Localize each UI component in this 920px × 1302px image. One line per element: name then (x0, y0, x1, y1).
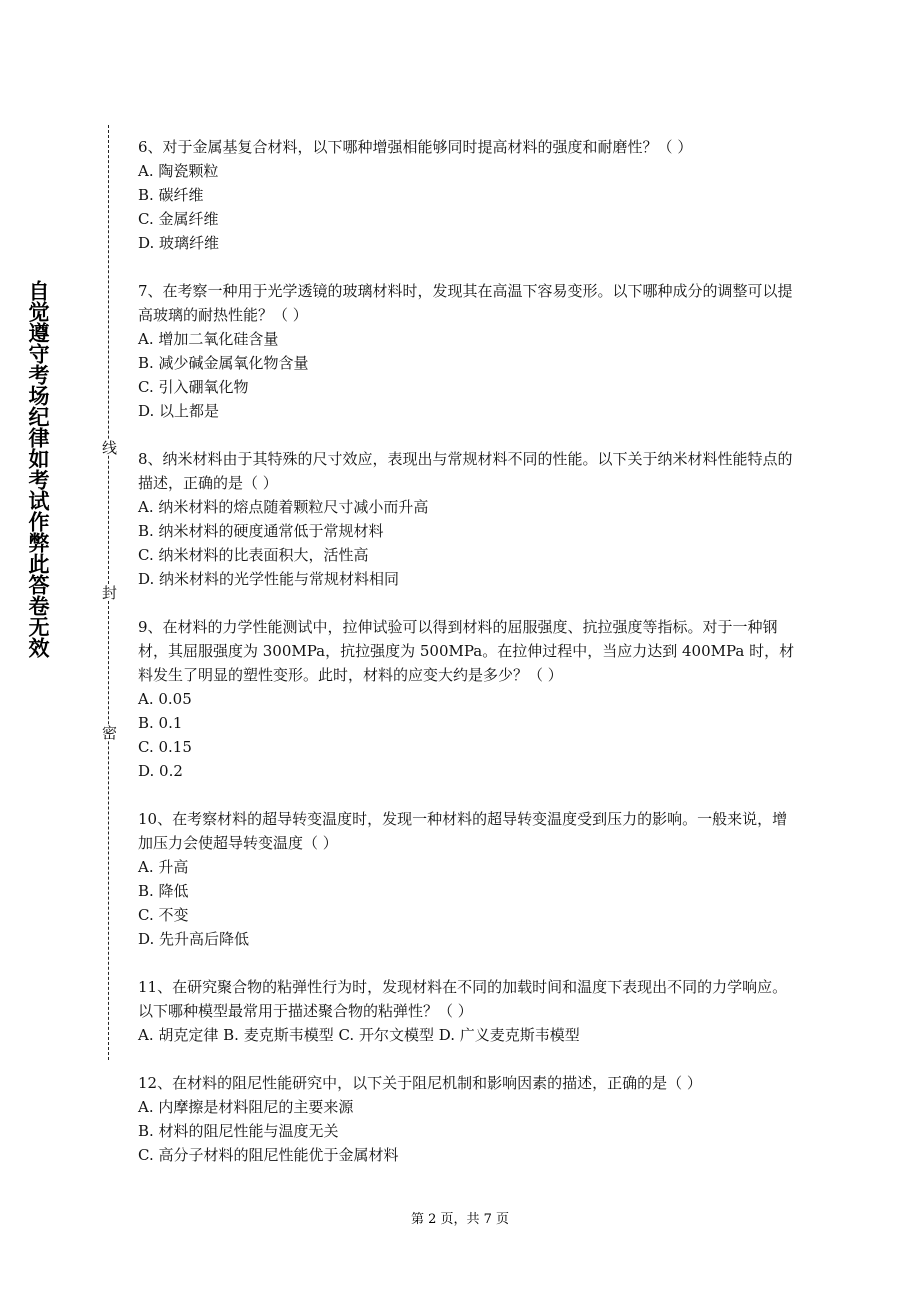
option-a: A. 升高 (138, 858, 189, 876)
option-d: D. 先升高后降低 (138, 930, 250, 948)
question-stem: 8、纳米材料由于其特殊的尺寸效应，表现出与常规材料不同的性能。以下关于纳米材料性能特点的描述，正确的是（ ） (138, 450, 793, 492)
question-list (138, 135, 798, 1191)
option-a: A. 纳米材料的熔点随着颗粒尺寸减小而升高 (138, 498, 429, 516)
option-b: B. 材料的阻尼性能与温度无关 (138, 1122, 339, 1140)
option-a: A. 陶瓷颗粒 (138, 162, 219, 180)
option-c: C. 不变 (138, 906, 189, 924)
option-a: A. 0.05 (138, 690, 192, 708)
option-d: D. 0.2 (138, 762, 183, 780)
question-10 (138, 807, 798, 951)
question-9 (138, 615, 798, 783)
question-stem: 9、在材料的力学性能测试中，拉伸试验可以得到材料的屈服强度、抗拉强度等指标。对于一种钢材，其屈服强度为 300MPa，抗拉强度为 500MPa。在拉伸过程中，当应力达到 400MPa 时，材料发生了明显的塑性变形。此时，材料的应变大约是多少？（ ） (138, 618, 795, 684)
option-c: C. 0.15 (138, 738, 192, 756)
option-c: C. 金属纤维 (138, 210, 219, 228)
option-b: B. 减少碱金属氧化物含量 (138, 354, 309, 372)
question-stem: 6、对于金属基复合材料，以下哪种增强相能够同时提高材料的强度和耐磨性？（ ） (138, 138, 693, 156)
option-c: C. 引入硼氧化物 (138, 378, 249, 396)
option-d: D. 纳米材料的光学性能与常规材料相同 (138, 570, 400, 588)
question-stem: 7、在考察一种用于光学透镜的玻璃材料时，发现其在高温下容易变形。以下哪种成分的调整可以提高玻璃的耐热性能？（ ） (138, 282, 793, 324)
question-12 (138, 1071, 798, 1167)
exam-discipline-note: 自觉遵守考场纪律如考试作弊此答卷无效 (26, 280, 50, 658)
option-row: A. 胡克定律 B. 麦克斯韦模型 C. 开尔文模型 D. 广义麦克斯韦模型 (138, 1026, 580, 1044)
binding-mark-line: 线 (100, 440, 118, 455)
question-7 (138, 279, 798, 423)
question-stem: 12、在材料的阻尼性能研究中，以下关于阻尼机制和影响因素的描述，正确的是（ ） (138, 1074, 702, 1092)
option-c: C. 纳米材料的比表面积大，活性高 (138, 546, 369, 564)
question-stem: 11、在研究聚合物的粘弹性行为时，发现材料在不同的加载时间和温度下表现出不同的力学响应。以下哪种模型最常用于描述聚合物的粘弹性？（ ） (138, 978, 788, 1020)
binding-mark-seal: 封 (100, 585, 118, 600)
option-a: A. 增加二氧化硅含量 (138, 330, 279, 348)
question-6 (138, 135, 798, 255)
question-stem: 10、在考察材料的超导转变温度时，发现一种材料的超导转变温度受到压力的影响。一般来说，增加压力会使超导转变温度（ ） (138, 810, 788, 852)
option-d: D. 玻璃纤维 (138, 234, 220, 252)
option-a: A. 内摩擦是材料阻尼的主要来源 (138, 1098, 354, 1116)
option-b: B. 碳纤维 (138, 186, 204, 204)
option-b: B. 降低 (138, 882, 189, 900)
option-b: B. 0.1 (138, 714, 183, 732)
option-d: D. 以上都是 (138, 402, 220, 420)
page-number: 第 2 页，共 7 页 (410, 1212, 510, 1227)
binding-mark-secret: 密 (100, 725, 118, 740)
option-c: C. 高分子材料的阻尼性能优于金属材料 (138, 1146, 399, 1164)
question-8 (138, 447, 798, 591)
question-11 (138, 975, 798, 1047)
option-b: B. 纳米材料的硬度通常低于常规材料 (138, 522, 384, 540)
